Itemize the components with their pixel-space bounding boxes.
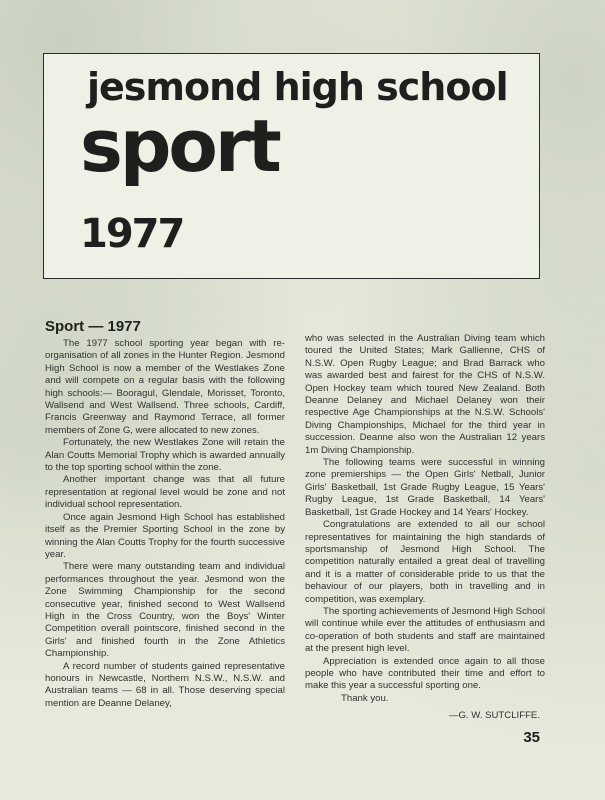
title-school-name: jesmond high school xyxy=(87,65,508,109)
paragraph: Once again Jesmond High School has established itself as the Premier Sporting School in the zone by winning the Alan Coutts Trophy for the fourth successive year. xyxy=(45,511,285,560)
title-sport: sport xyxy=(80,104,279,188)
paragraph: Congratulations are extended to all our school representatives for maintaining the high standards of sportsmanship of Jesmond High School. The competition naturally entailed a great deal of travelling and it is a matter of considerable pride to us that the behaviour of our players, both in travelling and in competition, was exemplary. xyxy=(305,519,545,605)
page-number: 35 xyxy=(523,729,540,746)
article-column-left xyxy=(45,318,285,710)
article-column-right xyxy=(305,333,545,705)
author-signature: —G. W. SUTCLIFFE. xyxy=(448,710,540,721)
paragraph: Thank you. xyxy=(341,692,389,704)
title-year: 1977 xyxy=(80,211,184,257)
paragraph: A record number of students gained representative honours in Newcastle, Northern N.S.W., N.S.W. and Australian teams — 68 in all. Those deserving special mention are Deanne Delaney, xyxy=(45,660,285,709)
paragraph: The 1977 school sporting year began with re-organisation of all zones in the Hunter Region. Jesmond High School is now a member of the Westlakes Zone and will compete on a regular basis with the following high schools:— Booragul, Glendale, Morisset, Toronto, Wallsend and West Wallsend. Three schools, Cardiff, Francis Greenway and Raymond Terrace, all former members of Zone G, were allocated to new zones. xyxy=(45,338,285,436)
paragraph: who was selected in the Australian Diving team which toured the United States; Mark Gallienne, CHS of N.S.W. Open Rugby League; and Brad Barrack who was awarded best and fairest for the CHS of N.S.W. Open Hockey team which toured New Zealand. Both Deanne Delaney and Michael Delaney won their respective Age Championships at the N.S.W. Schools' Diving Championships, Michael for the third year in succession. Deanne also won the Australian 12 years 1m Diving Championship. xyxy=(305,333,545,456)
paragraph: The sporting achievements of Jesmond High School will continue while ever the attitudes of enthusiasm and co-operation of both students and staff are maintained at the present high level. xyxy=(305,605,545,655)
title-box xyxy=(43,53,540,279)
paragraph: Appreciation is extended once again to all those people who have contributed their time and effort to make this year a successful sporting one. xyxy=(305,655,545,692)
article-heading: Sport — 1977 xyxy=(45,318,141,335)
paragraph: Fortunately, the new Westlakes Zone will retain the Alan Coutts Memorial Trophy which is awarded annually to the top sporting school within the zone. xyxy=(45,437,285,474)
paragraph: The following teams were successful in winning zone premierships — the Open Girls' Netball, Junior Girls' Basketball, 1st Grade Rugby League, 15 Years' Rugby League, 1st Grade Basketball, 14 Years' Basketball, 1st Grade Hockey and 14 Years' Hockey. xyxy=(305,457,545,518)
paragraph: Another important change was that all future representation at regional level would be zone and not individual school representation. xyxy=(45,474,285,511)
paragraph: There were many outstanding team and individual performances throughout the year. Jesmond won the Zone Swimming Championship for the second consecutive year, finished second to West Wallsend High in the Cross Country, won the Boys' Winter Competition overall pointscore, finished second in the Girls' and finished fourth in the Zone Athletics Championship. xyxy=(45,561,285,660)
